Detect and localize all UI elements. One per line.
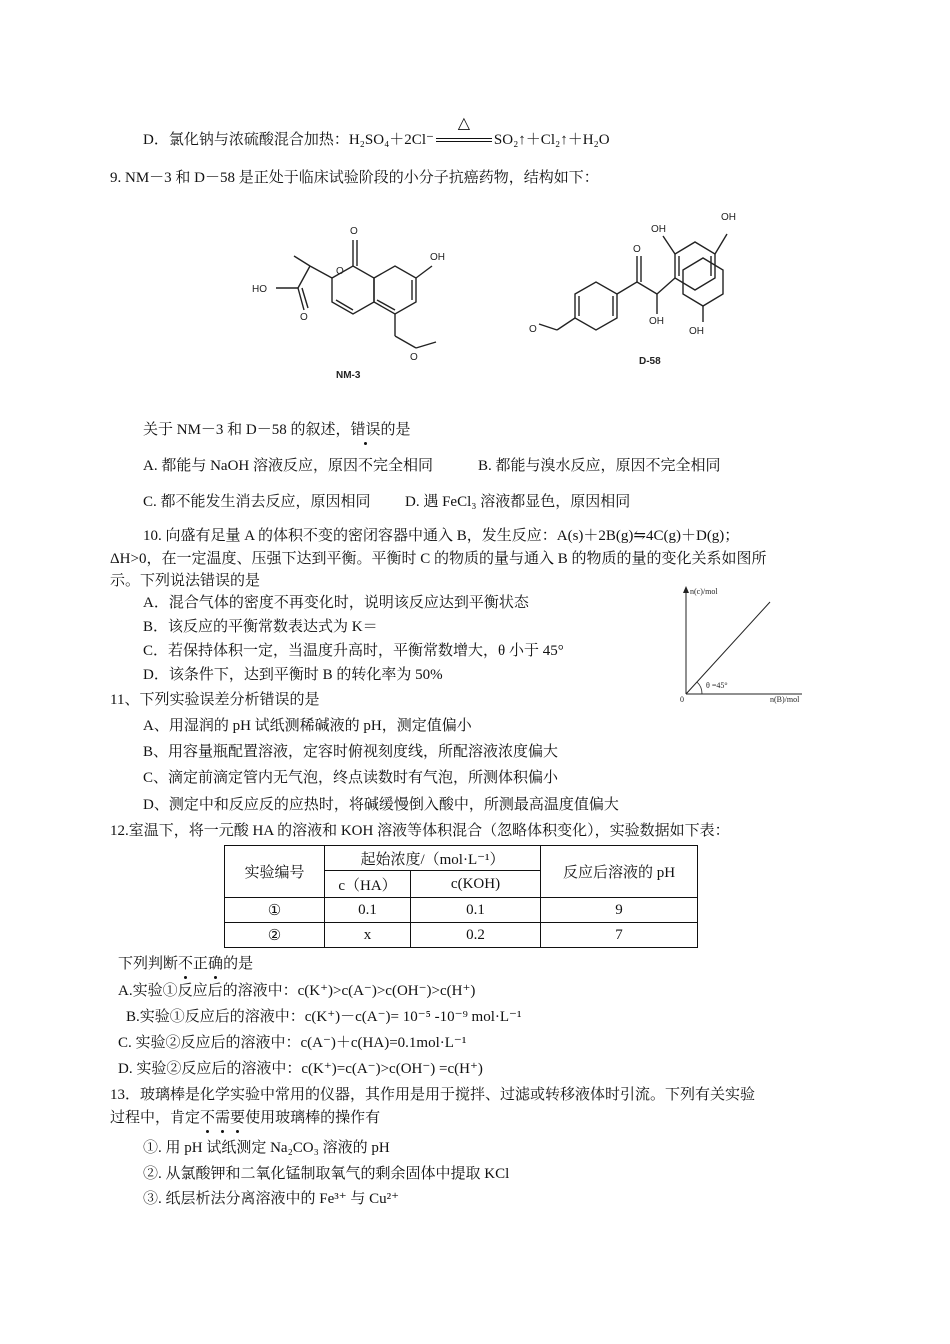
q12-question-mid: 正 [193, 956, 209, 972]
q12-option-b: B.实验①反应后的溶液中：c(K⁺)－c(A⁻)= 10⁻⁵ -10⁻⁹ mol·L⁻¹ [126, 1009, 522, 1025]
q13-line2-pre: 过程中，肯定 [110, 1110, 201, 1126]
reaction-arrow [434, 115, 494, 150]
d58-carbonyl-o: O [633, 244, 641, 255]
cell-c-ha: 0.1 [325, 898, 411, 923]
q13-item-1: ①. 用 pH 试纸测定 Na₂CO₃ 溶液的 pH [143, 1140, 390, 1156]
header-c-koh: c(KOH) [411, 871, 541, 898]
nm3-ho: HO [252, 284, 267, 295]
q9-stem: 9. NM－3 和 D－58 是正处于临床试验阶段的小分子抗癌药物，结构如下： [110, 170, 599, 186]
q9-question [143, 420, 411, 440]
q9-option-c: C. 都不能发生消去反应，原因相同 [143, 494, 371, 510]
q8-option-d-label: D．氯化钠与浓硫酸混合加热： [143, 132, 349, 148]
q13-line2-post: 使用玻璃棒的操作有 [245, 1110, 381, 1126]
table-row [225, 923, 698, 948]
q11-option-a: A、用湿润的 pH 试纸测稀碱液的 pH，测定值偏小 [143, 718, 472, 734]
q10-stem-line2: ΔH>0，在一定温度、压强下达到平衡。平衡时 C 的物质的量与通入 B 的物质的量的变化关系如图所 [110, 551, 767, 567]
q10-option-c: C．若保持体积一定，当温度升高时，平衡常数增大，θ 小于 45° [143, 643, 564, 659]
q11-option-d: D、测定中和反应反的应热时，将碱缓慢倒入酸中，所测最高温度值偏大 [143, 797, 619, 813]
d58-oh-2: OH [721, 212, 736, 223]
q8-option-d-lhs: H₂SO₄＋2Cl⁻ [348, 132, 434, 148]
q12-option-a: A.实验①反应后的溶液中：c(K⁺)>c(A⁻)>c(OH⁻)>c(H⁺) [118, 983, 476, 999]
q11-option-b: B、用容量瓶配置溶液，定容时俯视刻度线，所配溶液浓度偏大 [143, 744, 559, 760]
q10-graph [672, 582, 812, 702]
q10-stem-line3: 示。下列说法错误的是 [110, 573, 261, 589]
nm3-ring-o: O [336, 266, 344, 277]
cell-ph: 9 [541, 898, 698, 923]
d58-ether-o: O [529, 324, 537, 335]
q12-stem: 12.室温下，将一元酸 HA 的溶液和 KOH 溶液等体积混合（忽略体积变化），实验数据如下表： [110, 823, 730, 839]
d58-anisole-ring [575, 282, 617, 330]
q8-option-d-rhs: SO₂↑＋Cl₂↑＋H₂O [493, 132, 610, 148]
header-initial-concentration: 起始浓度/（mol·L⁻¹） [325, 846, 541, 871]
nm3-structure [240, 212, 460, 382]
q13-item-3: ③. 纸层析法分离溶液中的 Fe³⁺ 与 Cu²⁺ [143, 1191, 400, 1207]
d58-lower-ring [683, 258, 723, 306]
y-axis-label: n(c)/mol [690, 587, 718, 596]
d58-oh-1: OH [651, 224, 666, 235]
q9-option-b: B. 都能与溴水反应，原因不完全相同 [478, 458, 721, 474]
origin-label: 0 [680, 695, 684, 704]
cell-c-koh: 0.1 [411, 898, 541, 923]
d58-resorcinol-ring [675, 242, 715, 290]
q13-emphasis-1: 不 [200, 1110, 216, 1126]
q8-option-d [143, 115, 610, 150]
q12-question-emphasis-1: 不 [178, 956, 194, 972]
q10-stem-line1: 10. 向盛有足量 A 的体积不变的密闭容器中通入 B，发生反应：A(s)＋2B(g)⇋4C(g)＋D(g)； [143, 528, 740, 544]
nm3-name: NM-3 [336, 370, 361, 381]
q13-stem-line2 [110, 1108, 380, 1128]
nm3-oh: OH [430, 252, 445, 263]
nm3-benzene-ring [374, 266, 416, 314]
q13-emphasis-3: 要 [230, 1110, 246, 1126]
q12-question-emphasis-2: 确 [208, 956, 224, 972]
q12-question-post: 的是 [223, 956, 254, 972]
y-axis-arrow [683, 586, 689, 593]
d58-oh-3: OH [649, 316, 664, 327]
cell-ph: 7 [541, 923, 698, 948]
x-axis-label: n(B)/mol [770, 695, 800, 704]
q11-stem: 11、下列实验误差分析错误的是 [110, 692, 320, 708]
cell-c-koh: 0.2 [411, 923, 541, 948]
q12-option-d: D. 实验②反应后的溶液中：c(K⁺)=c(A⁻)>c(OH⁻) =c(H⁺) [118, 1061, 483, 1077]
q9-option-a: A. 都能与 NaOH 溶液反应，原因不完全相同 [143, 458, 433, 474]
q9-option-d: D. 遇 FeCl₃ 溶液都显色，原因相同 [405, 494, 631, 510]
d58-oh-4: OH [689, 326, 704, 337]
q10-option-b: B．该反应的平衡常数表达式为 K＝ [143, 619, 378, 635]
q10-option-a: A．混合气体的密度不再变化时，说明该反应达到平衡状态 [143, 595, 529, 611]
header-experiment-no: 实验编号 [225, 846, 325, 898]
q12-data-table [224, 845, 698, 948]
header-ph: 反应后溶液的 pH [541, 846, 698, 898]
angle-label: θ =45° [706, 681, 728, 690]
q9-question-post: 的是 [380, 422, 411, 438]
nm3-ether-o: O [410, 352, 418, 363]
q13-item-2: ②. 从氯酸钾和二氧化锰制取氧气的剩余固体中提取 KCl [143, 1166, 510, 1182]
d58-name: D-58 [639, 356, 661, 367]
q13-stem-line1: 13．玻璃棒是化学实验中常用的仪器，其作用是用于搅拌、过滤或转移液体时引流。下列有关实验 [110, 1087, 756, 1103]
q12-question [118, 954, 253, 974]
header-c-ha: c（HA） [325, 871, 411, 898]
q10-option-d: D．该条件下，达到平衡时 B 的转化率为 50% [143, 667, 443, 683]
cell-no: ② [225, 923, 325, 948]
nm3-acid-o: O [300, 312, 308, 323]
nm3-carbonyl-o: O [350, 226, 358, 237]
q13-emphasis-2: 需 [215, 1110, 231, 1126]
q12-option-c: C. 实验②反应后的溶液中：c(A⁻)＋c(HA)=0.1mol·L⁻¹ [118, 1035, 467, 1051]
trend-line [686, 602, 770, 694]
theta-arc [697, 682, 702, 694]
cell-no: ① [225, 898, 325, 923]
q12-question-pre: 下列判断 [118, 956, 179, 972]
q11-option-c: C、滴定前滴定管内无气泡，终点读数时有气泡，所测体积偏小 [143, 770, 559, 786]
table-row [225, 898, 698, 923]
q9-question-emphasis: 错误 [350, 422, 381, 438]
heat-condition: △ [457, 115, 471, 132]
q9-question-pre: 关于 NM－3 和 D－58 的叙述， [143, 422, 351, 438]
cell-c-ha: x [325, 923, 411, 948]
d58-structure [515, 208, 775, 378]
